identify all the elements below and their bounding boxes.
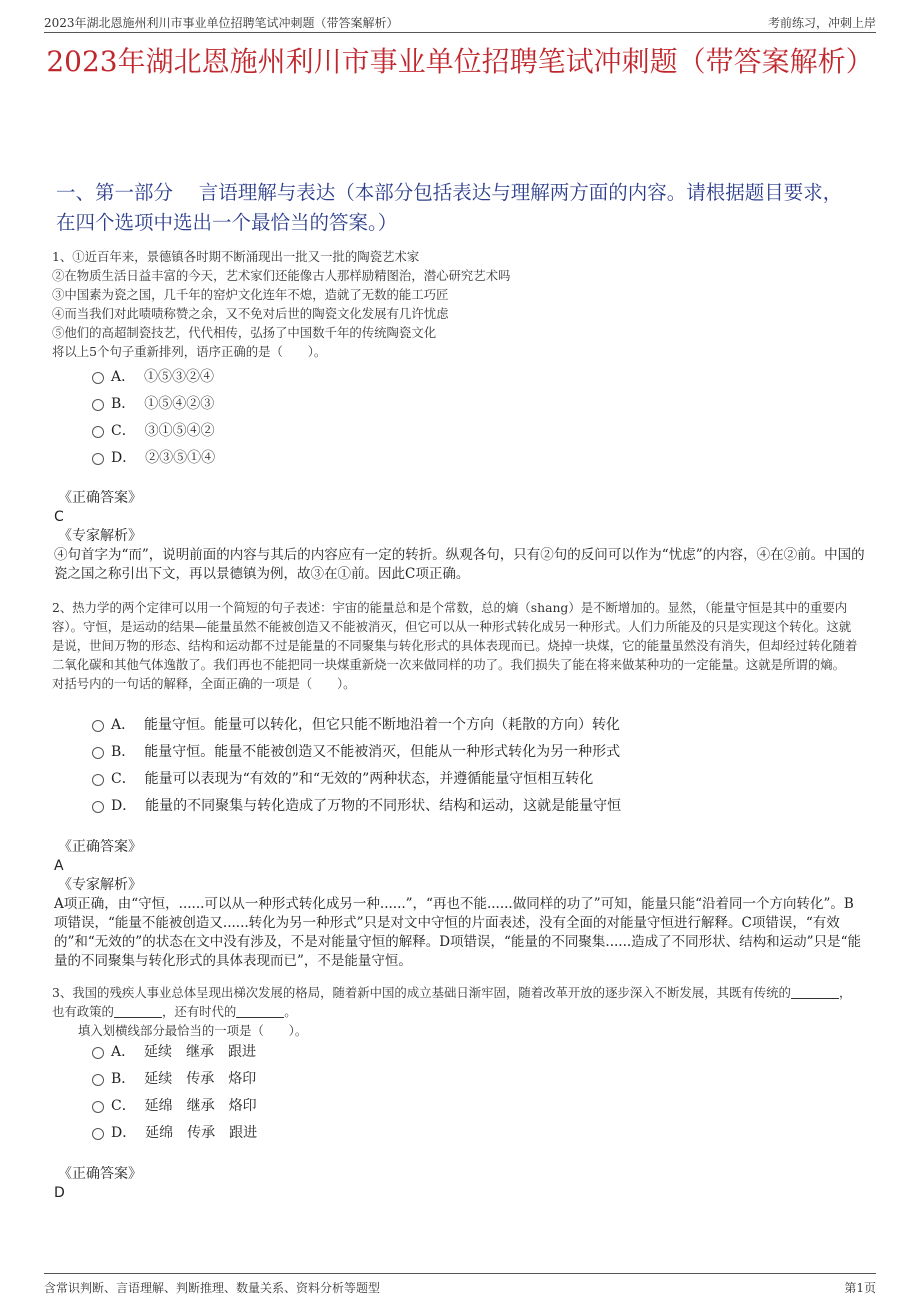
q1-line: 1、①近百年来，景德镇各时期不断涌现出一批又一批的陶瓷艺术家 (52, 249, 420, 264)
q3-prompt: 填入划横线部分最恰当的一项是（ ）。 (78, 1023, 308, 1038)
radio-icon[interactable] (92, 720, 104, 732)
q1-analysis: ④句首字为“而”，说明前面的内容与其后的内容应有一定的转折。纵观各句，只有②句的反问可以作为“忧虑”的内容，④在②前。中国的瓷之国之称引出下文，再以景德镇为例，故③在①前。因此C项正确。 (54, 547, 865, 582)
q1-option-c[interactable] (92, 421, 215, 441)
page-number: 第1页 (844, 1281, 876, 1295)
q2-analysis-label: 《专家解析》 (58, 877, 142, 893)
q3-text: 3、我国的残疾人事业总体呈现出梯次发展的格局，随着新中国的成立基础日渐牢固，随着改革开放的逐步深入不断发展，其既有传统的 (52, 985, 791, 1000)
q1-prompt: 将以上5个句子重新排列，语序正确的是（ ）。 (52, 344, 327, 359)
option-label: A． 延续 继承 跟进 (111, 1044, 257, 1060)
radio-icon[interactable] (92, 1074, 104, 1086)
q3-text: ，也有政策的 (52, 985, 852, 1019)
question-3-stem (52, 983, 862, 1040)
q2-option-b[interactable] (92, 742, 620, 762)
option-label: C． ③①⑤④② (111, 423, 215, 439)
option-label: A． 能量守恒。能量可以转化，但它只能不断地沿着一个方向（耗散的方向）转化 (111, 717, 621, 733)
question-2-stem (52, 598, 862, 693)
radio-icon[interactable] (92, 399, 104, 411)
q2-analysis: A项正确，由“守恒，......可以从一种形式转化成另一种......”，“再也不能......做同样的功了”可知，能量只能“沿着同一个方向转化”。B项错误，“能量不能被创造又......转化为另一种形式”只是对文中守恒的片面表述，没有全面的对能量守恒进行解释。C项错误，“有效的”和“无效的”的状态在文中没有涉及，不是对能量守恒的解释。D项错误，“能量的不同聚集......造成了不同形状、结构和运动”只是“能量的不同聚集与转化形式的具体表现而已”，不是能量守恒。 (54, 896, 861, 969)
question-1-stem (52, 247, 862, 361)
q3-option-a[interactable] (92, 1042, 256, 1062)
q2-passage: 2、热力学的两个定律可以用一个简短的句子表述：宇宙的能量总和是个常数，总的熵（shang）是不断增加的。显然，（能量守恒是其中的重要内容）。守恒，是运动的结果—能量虽然不能被创造又不能被消灭，但它可以从一种形式转化成另一种形式。人们力所能及的只是实现这个转化。这就是说，世间万物的形态、结构和运动都不过是能量的不同聚集与转化形式的具体表现而已。烧掉一块煤，它的能量虽然没有消失，但却经过转化随着二氧化碳和其他气体逸散了。我们再也不能把同一块煤重新烧一次来做同样的功了。我们损失了能在将来做某种功的一定能量。这就是所谓的熵。 (52, 600, 858, 672)
q1-analysis-label: 《专家解析》 (58, 528, 142, 544)
option-label: D． ②③⑤①④ (111, 450, 216, 466)
option-label: D． 延绵 传承 跟进 (111, 1125, 258, 1141)
radio-icon[interactable] (92, 1101, 104, 1113)
q1-line: ③中国素为瓷之国，几千年的窑炉文化连年不熄，造就了无数的能工巧匠 (52, 287, 449, 302)
page-header (44, 10, 876, 33)
q2-option-a[interactable] (92, 715, 620, 735)
q2-answer-label: 《正确答案》 (58, 839, 142, 855)
q3-text: 。 (284, 1004, 297, 1019)
q1-option-b[interactable] (92, 394, 214, 414)
q2-answer: A (54, 858, 64, 874)
q3-answer-label: 《正确答案》 (58, 1166, 142, 1182)
q2-option-d[interactable] (92, 796, 621, 816)
radio-icon[interactable] (92, 1128, 104, 1140)
footer-note: 含常识判断、言语理解、判断推理、数量关系、资料分析等题型 (44, 1281, 381, 1295)
q1-line: ④而当我们对此啧啧称赞之余，又不免对后世的陶瓷文化发展有几许忧虑 (52, 306, 449, 321)
fill-blank (236, 1005, 284, 1018)
q1-option-a[interactable] (92, 367, 214, 387)
q3-option-c[interactable] (92, 1096, 257, 1116)
q1-answer-label: 《正确答案》 (58, 490, 142, 506)
radio-icon[interactable] (92, 747, 104, 759)
q2-prompt: 对括号内的一句话的解释，全面正确的一项是（ ）。 (52, 676, 356, 691)
radio-icon[interactable] (92, 372, 104, 384)
option-label: B． ①⑤④②③ (111, 396, 215, 412)
header-doc-title: 2023年湖北恩施州利川市事业单位招聘笔试冲刺题（带答案解析） (44, 16, 399, 30)
radio-icon[interactable] (92, 453, 104, 465)
radio-icon[interactable] (92, 426, 104, 438)
header-slogan: 考前练习，冲刺上岸 (767, 16, 876, 30)
radio-icon[interactable] (92, 801, 104, 813)
fill-blank (114, 1005, 162, 1018)
option-label: B． 延续 传承 烙印 (111, 1071, 257, 1087)
option-label: C． 延绵 继承 烙印 (111, 1098, 257, 1114)
option-label: D． 能量的不同聚集与转化造成了万物的不同形状、结构和运动，这就是能量守恒 (111, 798, 622, 814)
option-label: A． ①⑤③②④ (111, 369, 215, 385)
q1-line: ②在物质生活日益丰富的今天，艺术家们还能像古人那样励精图治，潜心研究艺术吗 (52, 268, 511, 283)
radio-icon[interactable] (92, 774, 104, 786)
q1-option-d[interactable] (92, 448, 215, 468)
radio-icon[interactable] (92, 1047, 104, 1059)
option-label: C． 能量可以表现为“有效的”和“无效的”两种状态，并遵循能量守恒相互转化 (111, 771, 594, 787)
fill-blank (791, 986, 839, 999)
q3-passage (52, 983, 862, 1021)
q3-answer: D (54, 1185, 65, 1201)
section-heading: 一、第一部分 言语理解与表达（本部分包括表达与理解两方面的内容。请根据题目要求，在四个选项中选出一个最恰当的答案。） (56, 181, 843, 234)
q2-option-c[interactable] (92, 769, 593, 789)
q3-option-b[interactable] (92, 1069, 256, 1089)
q1-line: ⑤他们的高超制瓷技艺，代代相传，弘扬了中国数千年的传统陶瓷文化 (52, 325, 437, 340)
q1-answer: C (54, 509, 64, 525)
q3-text: ，还有时代的 (161, 1004, 237, 1019)
q3-option-d[interactable] (92, 1123, 257, 1143)
option-label: B． 能量守恒。能量不能被创造又不能被消灭，但能从一种形式转化为另一种形式 (111, 744, 621, 760)
page-footer (44, 1273, 876, 1294)
document-title: 2023年湖北恩施州利川市事业单位招聘笔试冲刺题（带答案解析） (46, 45, 874, 78)
